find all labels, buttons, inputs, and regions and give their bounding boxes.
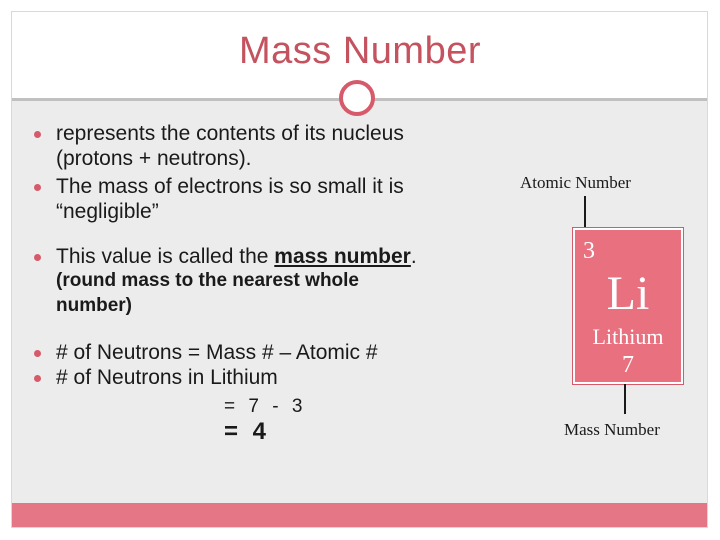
tile-element-name: Lithium — [592, 324, 664, 349]
rounding-note-line-2: number) — [56, 295, 132, 316]
slide-title: Mass Number — [239, 30, 481, 72]
rounding-note-line-1: (round mass to the nearest whole — [56, 270, 359, 291]
footer-bar — [12, 503, 707, 527]
bullet-text-tail: . — [410, 245, 417, 268]
calculation-step: = 7 - 3 — [224, 396, 307, 417]
bullet-text: # of Neutrons = Mass # – Atomic # — [56, 341, 378, 364]
bullet-text — [56, 245, 417, 269]
bullet-dot-icon — [34, 184, 41, 191]
ring-icon — [339, 80, 375, 116]
bullet-dot-icon — [34, 350, 41, 357]
bullet-dot-icon — [34, 375, 41, 382]
bullet-continuation: “negligible” — [56, 200, 159, 223]
mass-number-term: mass number — [274, 245, 411, 268]
tile-atomic-number: 3 — [583, 238, 595, 264]
atomic-number-pointer — [584, 196, 586, 228]
bullet-dot-icon — [34, 254, 41, 261]
bullet-text: # of Neutrons in Lithium — [56, 366, 278, 389]
bullet-text: The mass of electrons is so small it is — [56, 175, 404, 198]
tile-mass-number: 7 — [622, 352, 634, 378]
mass-number-pointer — [624, 384, 626, 414]
element-tile — [573, 228, 683, 384]
bullet-continuation: (protons + neutrons). — [56, 147, 252, 170]
tile-symbol: Li — [606, 267, 650, 320]
bullet-text: represents the contents of its nucleus — [56, 122, 404, 145]
mass-number-label: Mass Number — [564, 420, 660, 439]
bullet-text-lead: This value is called the — [56, 245, 275, 268]
bullet-dot-icon — [34, 131, 41, 138]
calculation-result: = 4 — [224, 418, 271, 445]
atomic-number-label: Atomic Number — [520, 173, 631, 192]
